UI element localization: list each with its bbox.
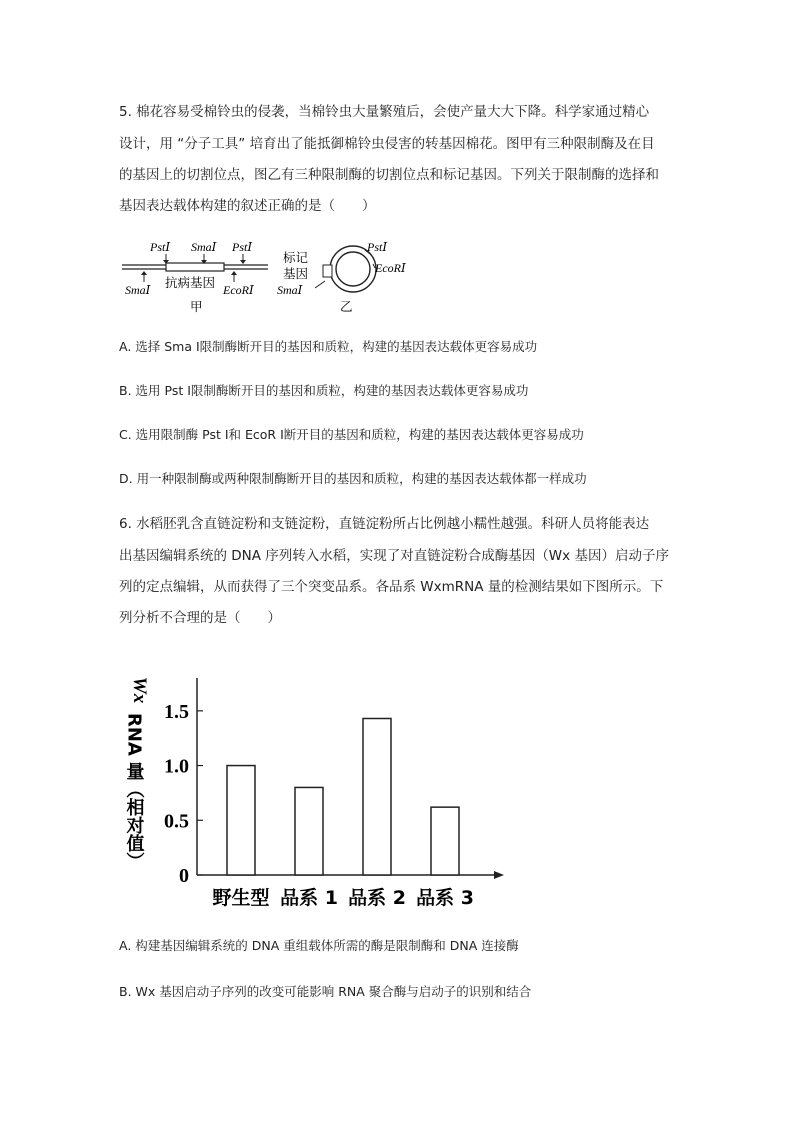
q6-line-1: 6. 水稻胚乳含直链淀粉和支链淀粉，直链淀粉所占比例越小糯性越强。科研人员将能表达 xyxy=(119,516,650,532)
q6-line-2: 出基因编辑系统的 DNA 序列转入水稻，实现了对直链淀粉合成酶基因（Wx 基因）启动子序 xyxy=(119,548,669,564)
q5-line-2: 设计，用 “分子工具” 培育出了能抵御棉铃虫侵害的转基因棉花。图甲有三种限制酶及在目 xyxy=(119,136,655,152)
q5-option-b: B. 选用 Pst Ⅰ限制酶断开目的基因和质粒，构建的基因表达载体更容易成功 xyxy=(119,383,529,398)
q5-line-3: 的基因上的切割位点，图乙有三种限制酶的切割位点和标记基因。下列关于限制酶的选择和 xyxy=(119,167,659,183)
sma-top-label: SmaⅠ xyxy=(191,240,217,254)
q6-line-3: 列的定点编辑，从而获得了三个突变品系。各品系 WxmRNA 量的检测结果如下图所示。下 xyxy=(119,579,664,595)
sma-bottom-label: SmaⅠ xyxy=(125,283,151,297)
marker-label-1: 标记 xyxy=(283,250,309,265)
x-axis-arrow xyxy=(494,871,504,879)
figure-jia-caption: 甲 xyxy=(190,299,203,314)
x-tick-label: 野生型 xyxy=(212,887,270,909)
y-label-italic: Wx xyxy=(129,676,150,704)
plasmid-eco-label: EcoRⅠ xyxy=(375,261,406,275)
marker-label-2: 基因 xyxy=(283,266,309,281)
q5-option-c: C. 选用限制酶 Pst Ⅰ和 EcoR Ⅰ断开目的基因和质粒，构建的基因表达载体更容易成功 xyxy=(119,427,584,442)
restriction-site-figure xyxy=(118,236,448,316)
pst-left-label: PstⅠ xyxy=(150,240,171,254)
q6-option-b: B. Wx 基因启动子序列的改变可能影响 RNA 聚合酶与启动子的识别和结合 xyxy=(119,984,532,999)
bar-2 xyxy=(295,787,323,875)
q5-option-a: A. 选择 Sma Ⅰ限制酶断开目的基因和质粒，构建的基因表达载体更容易成功 xyxy=(119,339,538,354)
plasmid-sma-label: SmaⅠ xyxy=(277,283,303,297)
y-tick-label: 0.5 xyxy=(164,810,189,833)
figure-yi-caption: 乙 xyxy=(340,299,353,314)
y-tick-label: 1.5 xyxy=(164,700,189,723)
figure-yi xyxy=(277,240,406,314)
x-tick-label: 品系 1 xyxy=(280,887,338,909)
q5-option-d: D. 用一种限制酶或两种限制酶断开目的基因和质粒，构建的基因表达载体都一样成功 xyxy=(119,471,587,486)
eco-bottom-label: EcoRⅠ xyxy=(223,283,254,297)
q6-option-a: A. 构建基因编辑系统的 DNA 重组载体所需的酶是限制酶和 DNA 连接酶 xyxy=(119,938,519,953)
x-tick-label: 品系 2 xyxy=(348,887,406,909)
gene-label: 抗病基因 xyxy=(165,275,216,290)
x-tick-label: 品系 3 xyxy=(416,887,474,909)
figure-jia xyxy=(122,240,268,314)
y-tick-label: 0 xyxy=(179,865,189,887)
y-tick-label: 1.0 xyxy=(164,755,189,778)
gene-box xyxy=(166,263,224,271)
bar-4 xyxy=(431,807,459,875)
q6-line-4: 列分析不合理的是（ ） xyxy=(119,610,281,626)
wx-rna-bar-chart xyxy=(120,660,510,910)
marker-gene-box xyxy=(323,265,332,277)
pst-right-label: PstⅠ xyxy=(232,240,253,254)
plasmid-pst-label: PstⅠ xyxy=(367,240,388,254)
y-axis-label xyxy=(124,677,151,870)
bar-3 xyxy=(363,718,391,875)
q5-line-4: 基因表达载体构建的叙述正确的是（ ） xyxy=(119,198,376,214)
plasmid-inner xyxy=(336,252,370,286)
y-label-main: RNA 量（相对值） xyxy=(123,713,145,871)
q5-line-1: 5. 棉花容易受棉铃虫的侵袭，当棉铃虫大量繁殖后，会使产量大大下降。科学家通过精心 xyxy=(119,104,650,120)
bar-1 xyxy=(227,766,255,875)
